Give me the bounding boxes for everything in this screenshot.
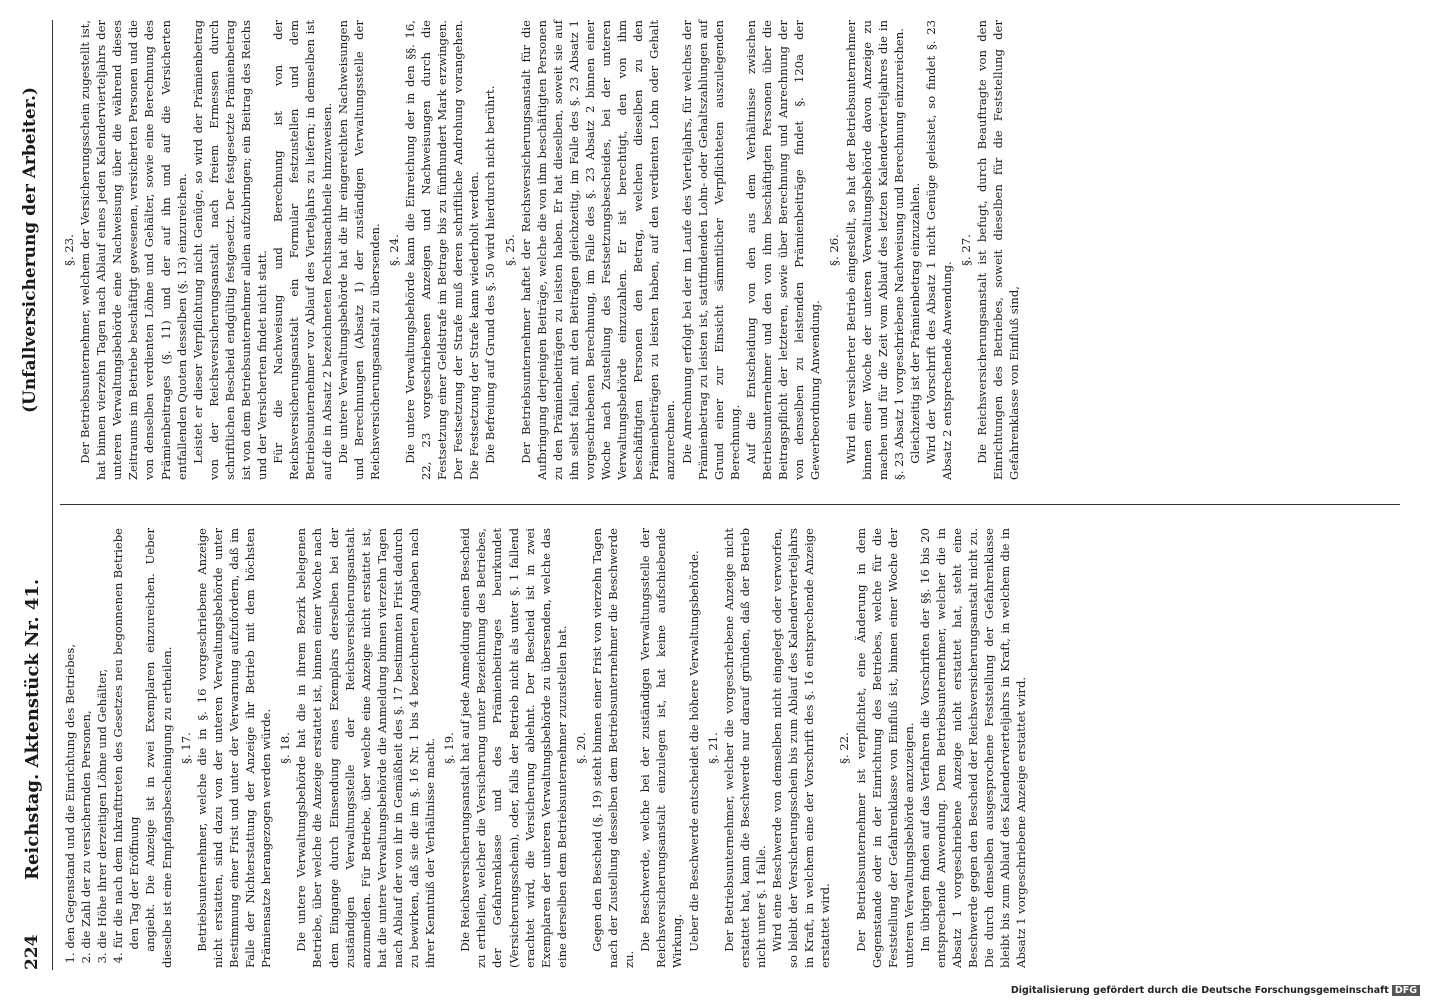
paragraph: angiebt. Die Anzeige ist in zwei Exemplaren einzureichen. Ueber dieselbe ist eine Empfangsbescheinigung zu ertheilen. [143, 528, 174, 968]
paragraph: Die untere Verwaltungsbehörde hat die ihr eingereichten Nachweisungen und Berechnungen (Absatz 1) der zuständigen Verwaltungsstelle der Reichsversicherungsanstalt zu übersenden. [335, 20, 382, 480]
column-divider [60, 504, 1400, 505]
paragraph: Im übrigen finden auf das Verfahren die Vorschriften der §§. 16 bis 20 entsprechende Anwendung. Dem Betriebsunternehmer, welcher die in Absatz 1 vorgeschriebene Anzeige nicht erstattet hat, steht eine Beschwerde gegen den Bescheid der Reichsversicherungsanstalt nicht zu. Die durch denselben ausgesprochene Feststellung der Gefahrenklasse bleibt bis zum Ablauf des Kalendervierteljahrs in Kraft, in welchem die in Absatz 1 vorgeschriebene Anzeige erstattet wird. [917, 528, 1029, 968]
paragraph: Ueber die Beschwerde entscheidet die höhere Verwaltungsbehörde. [686, 550, 701, 952]
paragraph: Die Beschwerde, welche bei der zuständigen Verwaltungsstelle der Reichsversicherungsanstalt einzulegen ist, hat keine aufschiebende Wirkung. [638, 528, 685, 968]
paragraph: Für die Nachweisung und Berechnung ist von der Reichsversicherungsanstalt ein Formular festzustellen und dem Betriebsunternehmer vor Ablauf des Vierteljahrs zu liefern; in demselben ist auf die in Absatz 2 bezeichneten Rechtsnachtheile hinzuweisen. [271, 20, 334, 480]
section-heading: §. 21. [705, 732, 720, 764]
paragraph: Der Betriebsunternehmer ist verpflichtet, eine Änderung in dem Gegenstande oder in der Einrichtung des Betriebes, welche für die Feststellung der Gefahrenklasse von Einfluß ist, binnen einer Woche der unteren Verwaltungsbehörde anzuzeigen. [853, 528, 916, 968]
paragraph: Der Betriebsunternehmer, welchem der Versicherungsschein zugestellt ist, hat binnen vierzehn Tagen nach Ablauf eines jeden Kalendervierteljahrs der unteren Verwaltungsbehörde eine Nachweisung über die während dieses Zeitraums im Betriebe beschäftigt gewesenen, versicherten Personen und die von denselben verdienten Löhne und Gehälter, sowie eine Berechnung des Prämienbeitrages (§. 11) und der auf ihn und auf die Versicherten entfallenden Quoten desselben (§. 13) einzureichen. [78, 20, 189, 480]
section-heading: §. 20. [573, 732, 588, 764]
section-heading: §. 22. [837, 732, 852, 764]
paragraph: Gleichzeitig ist der Prämienbetrag einzuzahlen. [907, 182, 922, 464]
list-item: 3. die Höhe ihrer derzeitigen Löhne und Gehälter, [95, 668, 110, 964]
section-heading: §. 27. [959, 234, 974, 266]
header-left-title: Reichstag. Aktenstück Nr. 41. [22, 578, 43, 880]
paragraph: Die Reichsversicherungsanstalt ist befugt, durch Beauftragte von den Einrichtungen des Betriebes, soweit dieselben für die Feststellung der Gefahrenklasse von Einfluß sind, [975, 20, 1022, 480]
section-heading: §. 18. [278, 732, 293, 764]
paragraph: Die untere Verwaltungsbehörde hat die in ihrem Bezirk belegenen Betriebe, über welche die Anzeige erstattet ist, binnen einer Woche nach dem Eingange durch Einsendung eines Exemplars derselben bei der zuständigen Verwaltungsstelle der Reichsversicherungsanstalt anzumelden. Für Betriebe, über welche eine Anzeige nicht erstattet ist, hat die untere Verwaltungsbehörde die Anmeldung binnen vierzehn Tagen nach Ablauf der von ihr in Gemäßheit des §. 17 bestimmten Frist dadurch zu bewirken, daß sie die im §. 16 Nr. 1 bis 4 bezeichneten Angaben nach ihrer Kenntniß der Verhältnisse macht. [294, 528, 438, 968]
list-item: 4. für die nach dem Inkrafttreten des Gesetzes neu begonnenen Betriebe den Tag der Eröffnung [111, 528, 142, 964]
paragraph: Die Befreiung auf Grund des §. 50 wird hierdurch nicht berührt. [483, 85, 498, 464]
footer-credit [0, 985, 1420, 996]
paragraph: Wird der Vorschrift des Absatz 1 nicht Genüge geleistet, so findet §. 23 Absatz 2 entsprechende Anwendung. [923, 20, 955, 480]
footer-text: Digitalisierung gefördert durch die Deutsche Forschungsgemeinschaft [1010, 985, 1389, 996]
paragraph: Der Betriebsunternehmer haftet der Reichsversicherungsanstalt für die Aufbringung derjenigen Beiträge, welche die von ihm beschäftigten Personen zu den Prämienbeiträgen zu leisten haben. Er hat dieselben, soweit sie auf ihn selbst fallen, mit den Beiträgen gleichzeitig, im Falle des §. 23 Absatz 1 vorgeschriebenen Berechnung, im Falle des §. 23 Absatz 2 binnen einer Woche nach Zustellung des Festsetzungsbescheides, bei der unteren Verwaltungsbehörde einzuzahlen. Er ist berechtigt, den von ihm beschäftigten Personen den Betrag, welchen dieselben zu den Prämienbeiträgen zu leisten haben, auf den verdienten Lohn oder Gehalt anzurechnen. [518, 20, 678, 480]
right-text-column [58, 20, 1023, 480]
paragraph: Wird eine Beschwerde von demselben nicht eingelegt oder verworfen, so bleibt der Versicherungsschein bis zum Ablauf des Kalendervierteljahrs in Kraft, in welchem eine der Vorschrift des §. 16 entsprechende Anzeige erstattet wird. [770, 528, 833, 968]
list-item: 1. den Gegenstand und die Einrichtung des Betriebes, [63, 643, 77, 964]
paragraph: Leistet er dieser Verpflichtung nicht Genüge, so wird der Prämienbetrag von der Reichsversicherungsanstalt nach freiem Ermessen durch schriftlichen Bescheid endgültig festgesetzt. Der festgesetzte Prämienbetrag ist von dem Betriebsunternehmer allein aufzubringen; ein Beitrag des Reichs und der Versicherten findet nicht statt. [190, 20, 270, 480]
paragraph: Die Anrechnung erfolgt bei der im Laufe des Vierteljahrs, für welches der Prämienbetrag zu leisten ist, stattfindenden Lohn- oder Gehaltszahlungen auf Grund einer zur Einsicht sämmtlicher Verpflichteten auszulegenden Berechnung. [679, 20, 742, 480]
paragraph: Die Reichsversicherungsanstalt hat auf jede Anmeldung einen Bescheid zu ertheilen, welcher die Versicherung unter Bezeichnung des Betriebes, der Gefahrenklasse und des Prämienbeitrages beurkundet (Versicherungsschein), oder, falls der Betrieb nicht als unter §. 1 fallend erachtet wird, die Versicherung ablehnt. Der Bescheid ist in zwei Exemplaren der unteren Verwaltungsbehörde zu übersenden, welche das eine derselben dem Betriebsunternehmer zuzustellen hat. [458, 528, 569, 968]
dfg-badge: DFG [1392, 985, 1420, 996]
paragraph: Auf die Entscheidung von den aus dem Verhältnisse zwischen Betriebsunternehmer und den von ihm beschäftigten Personen über die Beitragspflicht der letzteren, sowie über Berechnung und Anrechnung der von denselben zu leistenden Prämienbeiträge findet §. 120a der Gewerbeordnung Anwendung. [743, 20, 823, 480]
section-heading: §. 17. [178, 732, 193, 764]
paragraph: Der Betriebsunternehmer, welcher die vorgeschriebene Anzeige nicht erstattet hat, kann die Beschwerde nur darauf gründen, daß der Betrieb nicht unter §. 1 falle. [721, 528, 768, 968]
section-heading: §. 24. [386, 234, 401, 266]
section-heading: §. 26. [827, 234, 842, 266]
section-heading: §. 25. [502, 234, 517, 266]
section-heading: §. 23. [62, 234, 76, 266]
paragraph: Gegen den Bescheid (§. 19) steht binnen einer Frist von vierzehn Tagen nach der Zustellung desselben dem Betriebsunternehmer die Beschwerde zu. [590, 528, 637, 968]
left-text-column [62, 528, 1030, 968]
header-rule [52, 20, 53, 970]
paragraph: Betriebsunternehmer, welche die in §. 16 vorgeschriebene Anzeige nicht erstatten, sind dazu von der unteren Verwaltungsbehörde unter Bestimmung einer Frist und unter der Verwarnung aufzufordern, daß im Falle der Nichterstattung der Anzeige ihr Betrieb mit dem höchsten Prämiensatze herangezogen werden würde. [194, 528, 274, 968]
page-number: 224 [22, 934, 42, 970]
paragraph: Die untere Verwaltungsbehörde kann die Einreichung der in den §§. 16, 22, 23 vorgeschriebenen Anzeigen und Nachweisungen durch die Festsetzung einer Geldstrafe im Betrage bis zu fünfhundert Mark erzwingen. Der Festsetzung der Strafe muß deren schriftliche Androhung vorangehen. Die Festsetzung der Strafe kann wiederholt werden. [402, 20, 482, 480]
header-right-title: (Unfallversicherung der Arbeiter.) [20, 86, 40, 414]
list-item: 2. die Zahl der zu versichernden Personen, [79, 710, 94, 964]
section-heading: §. 19. [442, 732, 457, 764]
paragraph: Wird ein versicherter Betrieb eingestellt, so hat der Betriebsunternehmer binnen einer Woche der unteren Verwaltungsbehörde davon Anzeige zu machen und für die Zeit vom Ablauf des letzten Kalendervierteljahres die in §. 23 Absatz 1 vorgeschriebene Nachweisung und Berechnung einzureichen. [843, 20, 906, 480]
